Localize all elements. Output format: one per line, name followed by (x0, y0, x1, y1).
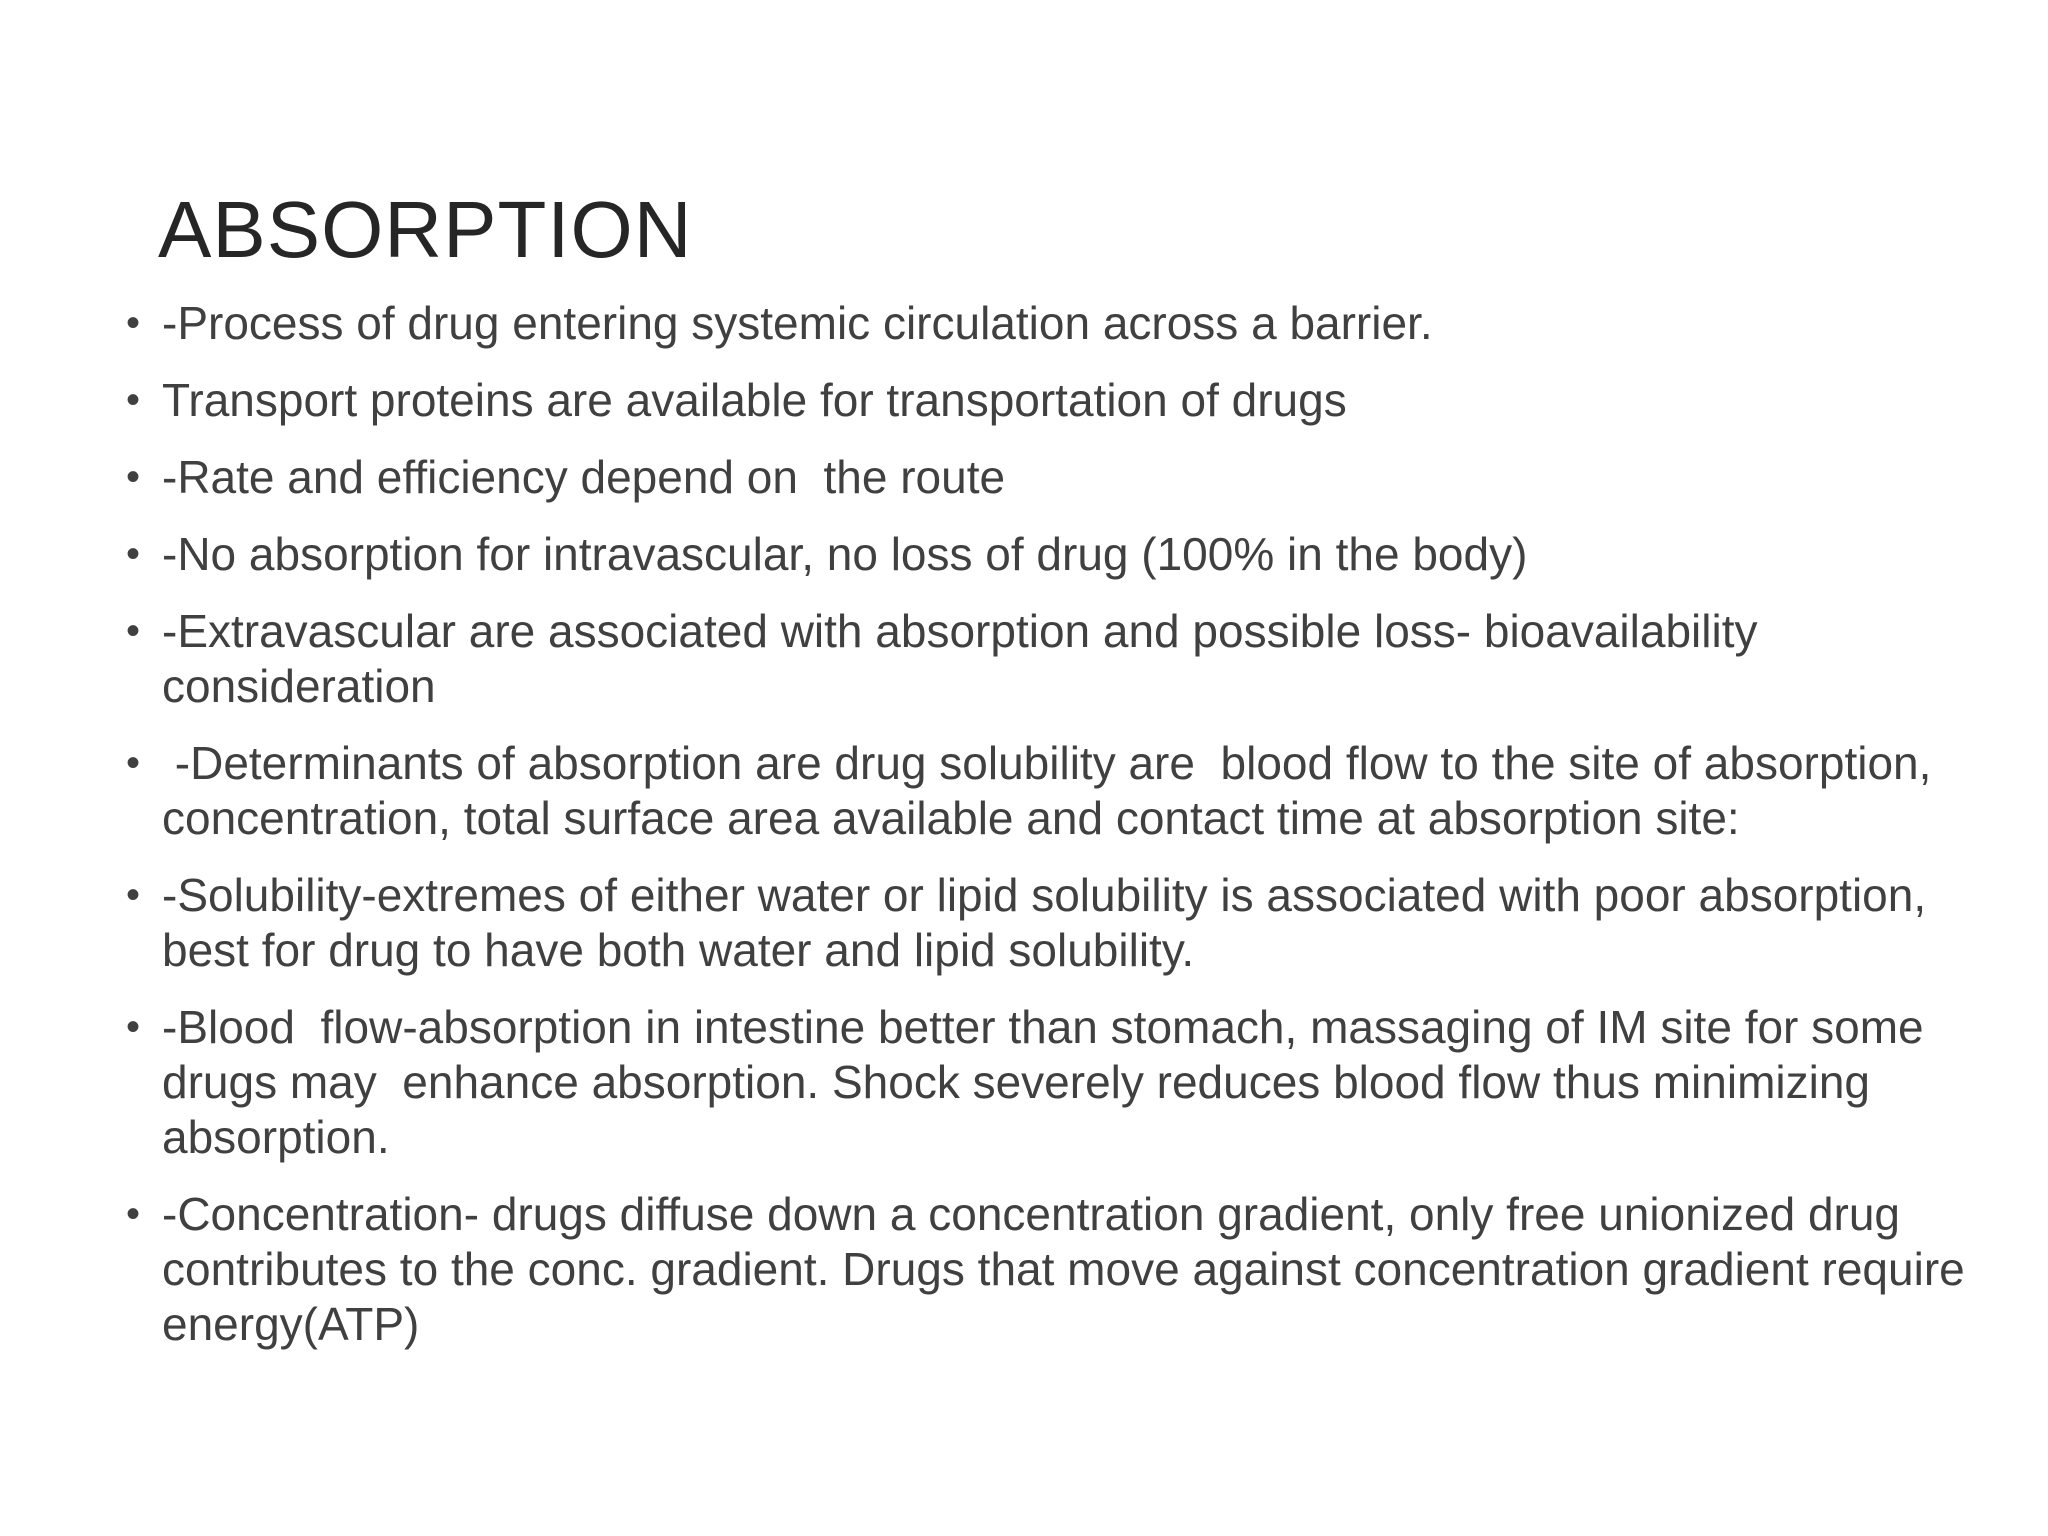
bullet-text: -Solubility-extremes of either water or lipid solubility is associated with poor absorption, best for drug to have both water and lipid solubility. (162, 869, 1939, 976)
bullet-text: -No absorption for intravascular, no loss of drug (100% in the body) (162, 528, 1528, 580)
bullet-dot-icon: • (126, 609, 141, 653)
bullet-item (120, 1000, 2000, 1165)
slide-title: ABSORPTION (158, 185, 693, 274)
bullet-text: -Rate and efficiency depend on the route (162, 451, 1006, 503)
bullet-dot-icon: • (126, 1005, 141, 1049)
bullet-dot-icon: • (126, 741, 141, 785)
bullet-dot-icon: • (126, 301, 141, 345)
bullet-dot-icon: • (126, 873, 141, 917)
bullet-item (120, 527, 2000, 582)
bullet-item (120, 450, 2000, 505)
bullet-text: Transport proteins are available for transportation of drugs (162, 374, 1347, 426)
bullet-text: -Concentration- drugs diffuse down a concentration gradient, only free unionized drug contributes to the conc. gradient. Drugs that move against concentration gradient require energy(ATP) (162, 1188, 1978, 1350)
bullet-item (120, 373, 2000, 428)
bullet-item (120, 868, 2000, 978)
bullet-item (120, 604, 2000, 714)
bullet-item (120, 1187, 2000, 1352)
bullet-dot-icon: • (126, 455, 141, 499)
bullet-dot-icon: • (126, 1192, 141, 1236)
bullet-list (120, 296, 2000, 1374)
bullet-text: -Blood flow-absorption in intestine better than stomach, massaging of IM site for some drugs may enhance absorption. Shock severely reduces blood flow thus minimizing absorption. (162, 1001, 1937, 1163)
bullet-text: -Process of drug entering systemic circulation across a barrier. (162, 297, 1433, 349)
bullet-dot-icon: • (126, 532, 141, 576)
bullet-text: -Determinants of absorption are drug solubility are blood flow to the site of absorption, concentration, total surface area available and contact time at absorption site: (162, 737, 1957, 844)
bullet-text: -Extravascular are associated with absorption and possible loss- bioavailability consideration (162, 605, 1771, 712)
bullet-item (120, 296, 2000, 351)
bullet-item (120, 736, 2000, 846)
bullet-dot-icon: • (126, 378, 141, 422)
